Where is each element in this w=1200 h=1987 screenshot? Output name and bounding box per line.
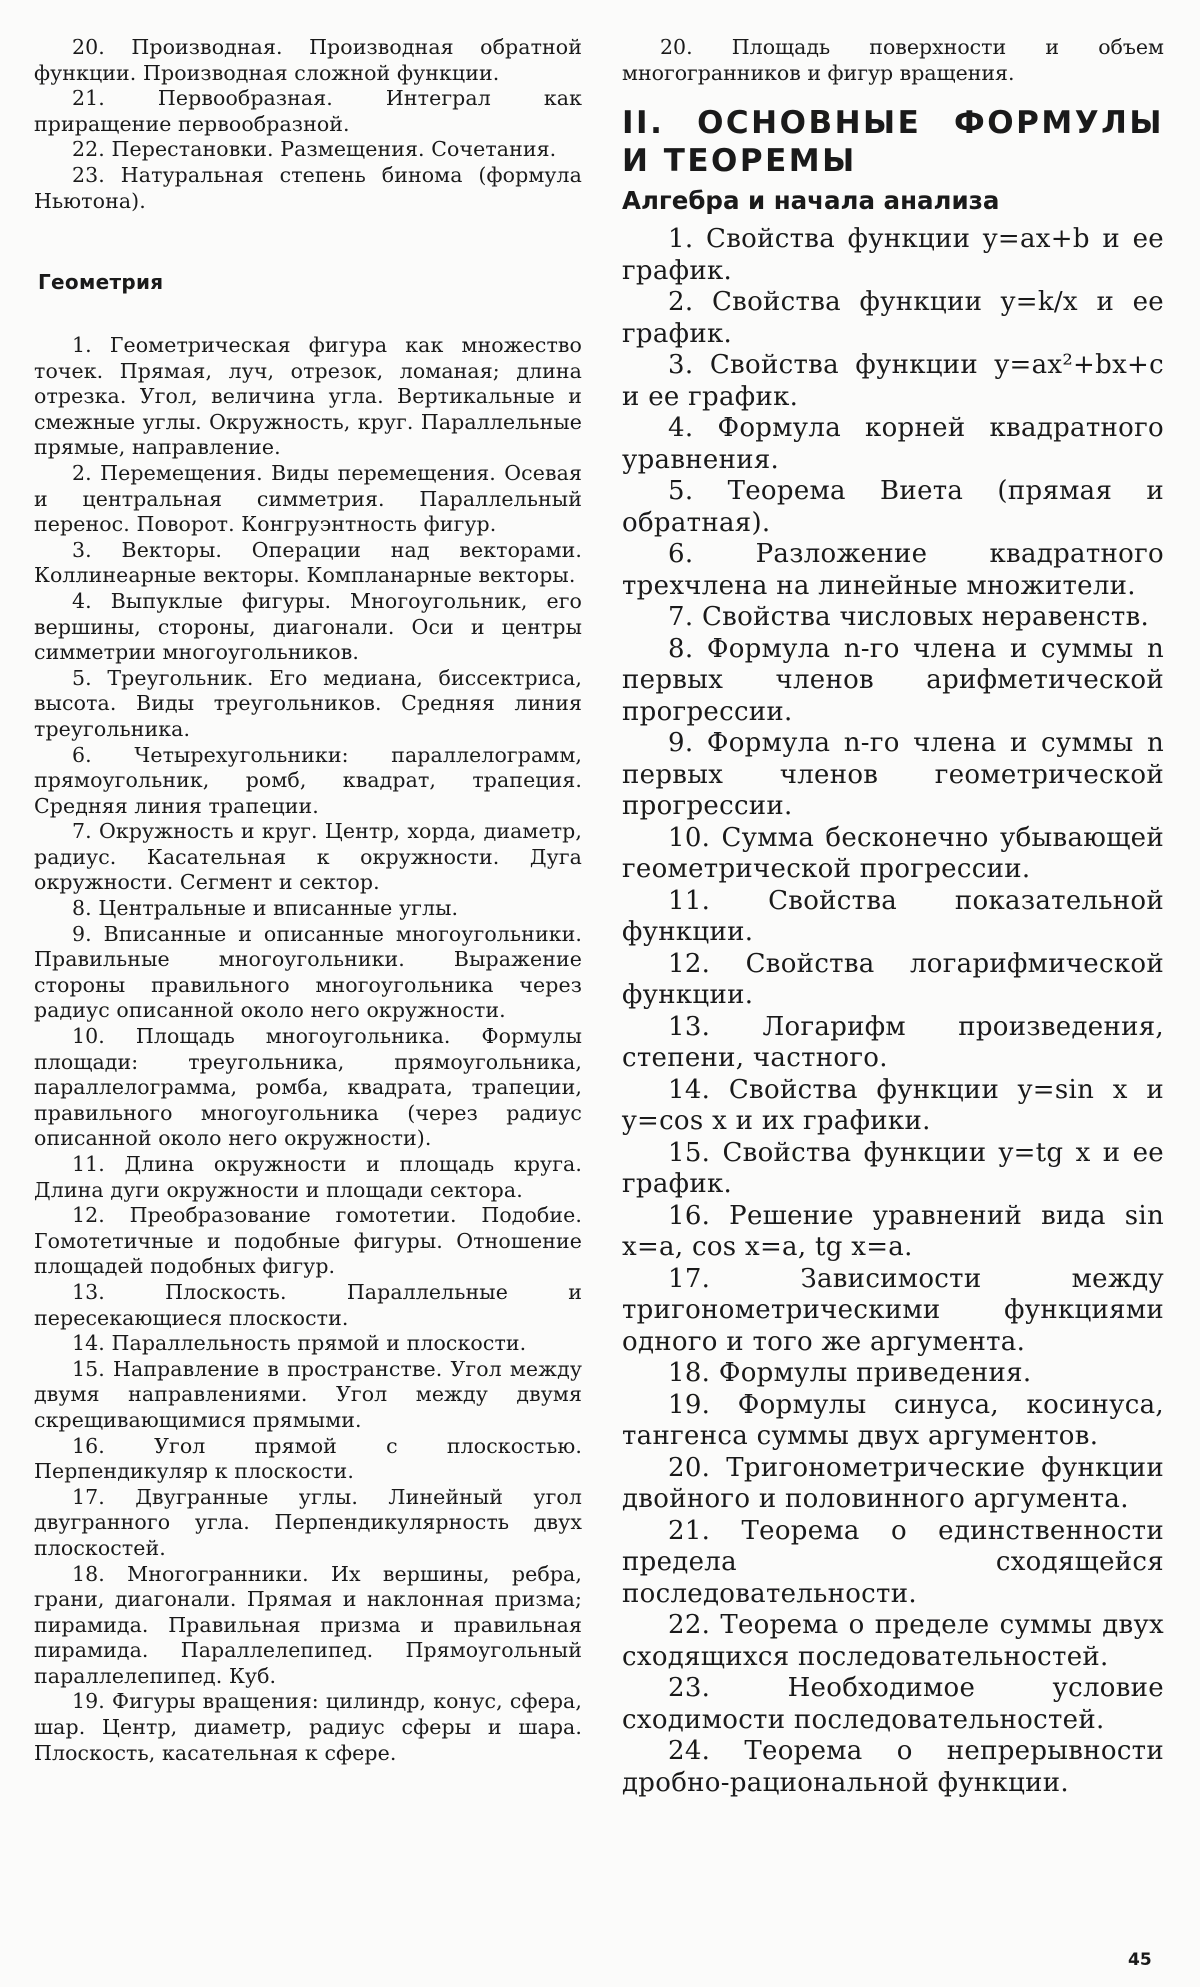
list-item: 19. Формулы синуса, косинуса, тангенса суммы двух аргументов. bbox=[622, 1389, 1164, 1451]
list-item: 16. Угол прямой с плоскостью. Перпендикуляр к плоскости. bbox=[34, 1433, 582, 1484]
list-item: 20. Тригонометрические функции двойного и половинного аргумента. bbox=[622, 1452, 1164, 1514]
list-item: 22. Теорема о пределе суммы двух сходящихся последовательностей. bbox=[622, 1610, 1164, 1672]
list-item: 2. Свойства функции y=k/x и ее график. bbox=[622, 287, 1164, 349]
list-item: 23. Натуральная степень бинома (формула Ньютона). bbox=[34, 162, 582, 213]
list-item: 9. Формула n-го члена и суммы n первых членов геометрической прогрессии. bbox=[622, 728, 1164, 821]
algebra-heading: Алгебра и начала анализа bbox=[622, 186, 1000, 215]
list-item: 16. Решение уравнений вида sin x=a, cos x=a, tg x=a. bbox=[622, 1200, 1164, 1262]
list-item: 18. Формулы приведения. bbox=[668, 1358, 1032, 1388]
list-item: 4. Формула корней квадратного уравнения. bbox=[622, 413, 1164, 475]
list-item: 7. Свойства числовых неравенств. bbox=[668, 602, 1150, 632]
list-item: 21. Теорема о единственности предела сходящейся последовательности. bbox=[622, 1515, 1164, 1609]
list-item: 23. Необходимое условие сходимости последовательностей. bbox=[622, 1673, 1164, 1735]
list-item: 6. Четырехугольники: параллелограмм, прямоугольник, ромб, квадрат, трапеция. Средняя линия трапеции. bbox=[34, 742, 582, 818]
list-item: 1. Геометрическая фигура как множество точек. Прямая, луч, отрезок, ломаная; длина отрезка. Угол, величина угла. Вертикальные и смежные углы. Окружность, круг. Параллельные прямые, направление. bbox=[34, 333, 582, 460]
list-item: 4. Выпуклые фигуры. Многоугольник, его вершины, стороны, диагонали. Оси и центры симметрии многоугольников. bbox=[34, 588, 582, 665]
list-item: 5. Треугольник. Его медиана, биссектриса, высота. Виды треугольников. Средняя линия треугольника. bbox=[34, 665, 582, 741]
list-item: 13. Логарифм произведения, степени, частного. bbox=[622, 1011, 1164, 1073]
algebra-list bbox=[622, 224, 1164, 1799]
geometry-heading: Геометрия bbox=[38, 270, 164, 294]
page-number: 45 bbox=[1128, 1950, 1152, 1970]
list-item: 6. Разложение квадратного трехчлена на линейные множители. bbox=[622, 539, 1164, 601]
list-item: 13. Плоскость. Параллельные и пересекающиеся плоскости. bbox=[34, 1279, 582, 1330]
list-item: 12. Свойства логарифмической функции. bbox=[622, 948, 1164, 1010]
list-item: 7. Окружность и круг. Центр, хорда, диаметр, радиус. Касательная к окружности. Дуга окружности. Сегмент и сектор. bbox=[34, 819, 582, 895]
geometry-list bbox=[34, 333, 582, 1766]
analysis-list-continued bbox=[34, 35, 582, 214]
list-item: 21. Первообразная. Интеграл как приращение первообразной. bbox=[34, 86, 582, 136]
list-item: 1. Свойства функции y=ax+b и ее график. bbox=[622, 224, 1164, 286]
list-item: 12. Преобразование гомотетии. Подобие. Гомотетичные и подобные фигуры. Отношение площадей подобных фигур. bbox=[34, 1203, 582, 1279]
list-item: 3. Векторы. Операции над векторами. Коллинеарные векторы. Компланарные векторы. bbox=[34, 537, 582, 588]
list-item: 3. Свойства функции y=ax²+bx+c и ее график. bbox=[622, 350, 1164, 412]
list-item: 20. Производная. Производная обратной функции. Производная сложной функции. bbox=[34, 35, 582, 85]
list-item: 2. Перемещения. Виды перемещения. Осевая и центральная симметрия. Параллельный перенос. Поворот. Конгруэнтность фигур. bbox=[34, 460, 582, 537]
list-item: 14. Параллельность прямой и плоскости. bbox=[72, 1331, 527, 1356]
list-item: 15. Свойства функции y=tg x и ее график. bbox=[622, 1137, 1164, 1199]
list-item: 14. Свойства функции y=sin x и y=cos x и их графики. bbox=[622, 1074, 1164, 1136]
list-item: 15. Направление в пространстве. Угол между двумя направлениями. Угол между двумя скрещивающимися прямыми. bbox=[34, 1356, 582, 1432]
list-item: 17. Двугранные углы. Линейный угол двугранного угла. Перпендикулярность двух плоскостей. bbox=[34, 1484, 582, 1560]
list-item: 9. Вписанные и описанные многоугольники. Правильные многоугольники. Выражение стороны правильного многоугольника через радиус описанной около него окружности. bbox=[34, 921, 582, 1023]
list-item: 10. Площадь многоугольника. Формулы площади: треугольника, прямоугольника, параллелограмма, ромба, квадрата, трапеции, правильного многоугольника (через радиус описанной около него окружности). bbox=[34, 1024, 582, 1151]
list-item: 11. Свойства показательной функции. bbox=[622, 885, 1164, 947]
list-item: 5. Теорема Виета (прямая и обратная). bbox=[622, 476, 1164, 538]
list-item: 19. Фигуры вращения: цилиндр, конус, сфера, шар. Центр, диаметр, радиус сферы и шара. Плоскость, касательная к сфере. bbox=[34, 1689, 582, 1765]
list-item: 20. Площадь поверхности и объем многогранников и фигур вращения. bbox=[622, 35, 1164, 85]
list-item: 24. Теорема о непрерывности дробно-рациональной функции. bbox=[622, 1736, 1164, 1798]
list-item: 8. Центральные и вписанные углы. bbox=[72, 896, 459, 921]
list-item: 22. Перестановки. Размещения. Сочетания. bbox=[72, 137, 557, 162]
list-item: 17. Зависимости между тригонометрическими функциями одного и того же аргумента. bbox=[622, 1263, 1164, 1357]
list-item: 8. Формула n-го члена и суммы n первых членов арифметической прогрессии. bbox=[622, 633, 1164, 727]
list-item: 11. Длина окружности и площадь круга. Длина дуги окружности и площади сектора. bbox=[34, 1152, 582, 1202]
list-item: 18. Многогранники. Их вершины, ребра, грани, диагонали. Прямая и наклонная призма; пирамида. Правильная призма и правильная пирамида. Параллелепипед. Прямоугольный параллелепипед. Куб. bbox=[34, 1561, 582, 1688]
list-item: 10. Сумма бесконечно убывающей геометрической прогрессии. bbox=[622, 822, 1164, 884]
section-title: II. ОСНОВНЫЕ ФОРМУЛЫ И ТЕОРЕМЫ bbox=[622, 105, 1164, 179]
